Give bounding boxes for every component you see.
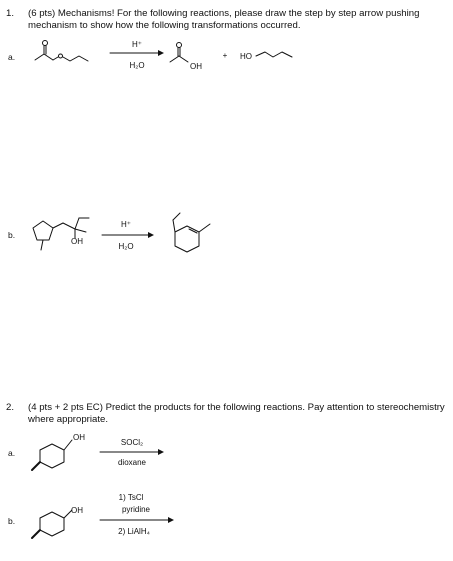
q2b-reactant-oh: OH: [71, 506, 83, 515]
q1a-reagent-top: H⁺: [132, 40, 142, 49]
q2b-reagent-2: 2) LiAlH₄: [118, 527, 150, 536]
question-1-number: 1.: [6, 8, 15, 19]
question-2-text-line2: where appropriate.: [28, 414, 108, 425]
q2a-reactant-cyclohexanol: [32, 440, 72, 470]
q1a-reactant-ester: [35, 41, 88, 62]
question-1-text-line1: (6 pts) Mechanisms! For the following reactions, please draw the step by step arrow pushing: [28, 8, 420, 19]
q2a-reagent-bottom: dioxane: [117, 458, 147, 467]
q1b-reagent-bottom: H₂O: [118, 242, 134, 251]
q1a-product-acid: [170, 43, 188, 63]
q2a-reagent-top: SOCl₂: [120, 438, 144, 447]
question-2-text-line1: (4 pts + 2 pts EC) Predict the products for the following reactions. Pay attention to stereochemistry: [28, 402, 445, 413]
q1a-reagent-bottom: H₂O: [129, 61, 145, 70]
q2a-label: a.: [8, 448, 16, 458]
q1b-reactant-oh: OH: [71, 237, 83, 246]
q2b-reactant-cyclohexanol: [32, 510, 72, 538]
q1b-label: b.: [8, 230, 16, 240]
q2b-reaction-arrow: [100, 517, 174, 523]
q2b-reagent-1b: pyridine: [121, 505, 150, 514]
q1b-reactant-alcohol: [33, 218, 89, 250]
q2a-reaction-arrow: [100, 449, 164, 455]
q1b-product-alkene: [173, 213, 210, 252]
question-2-number: 2.: [6, 402, 15, 413]
q1b-reagent-top: H⁺: [121, 220, 131, 229]
q2a-reactant-oh: OH: [73, 433, 85, 442]
q1a-product2-ho: HO: [240, 52, 252, 61]
q1a-product-alcohol: [256, 52, 292, 57]
q1a-product1-oh: OH: [190, 62, 202, 71]
q1a-plus: +: [222, 51, 228, 60]
q2b-reagent-1: 1) TsCl: [118, 493, 144, 502]
question-1-text-line2: mechanism to show how the following transformations occurred.: [28, 20, 301, 31]
q1b-reaction-arrow: [102, 232, 154, 238]
q1a-label: a.: [8, 52, 16, 62]
q2b-label: b.: [8, 516, 16, 526]
q1a-reaction-arrow: [110, 50, 164, 56]
